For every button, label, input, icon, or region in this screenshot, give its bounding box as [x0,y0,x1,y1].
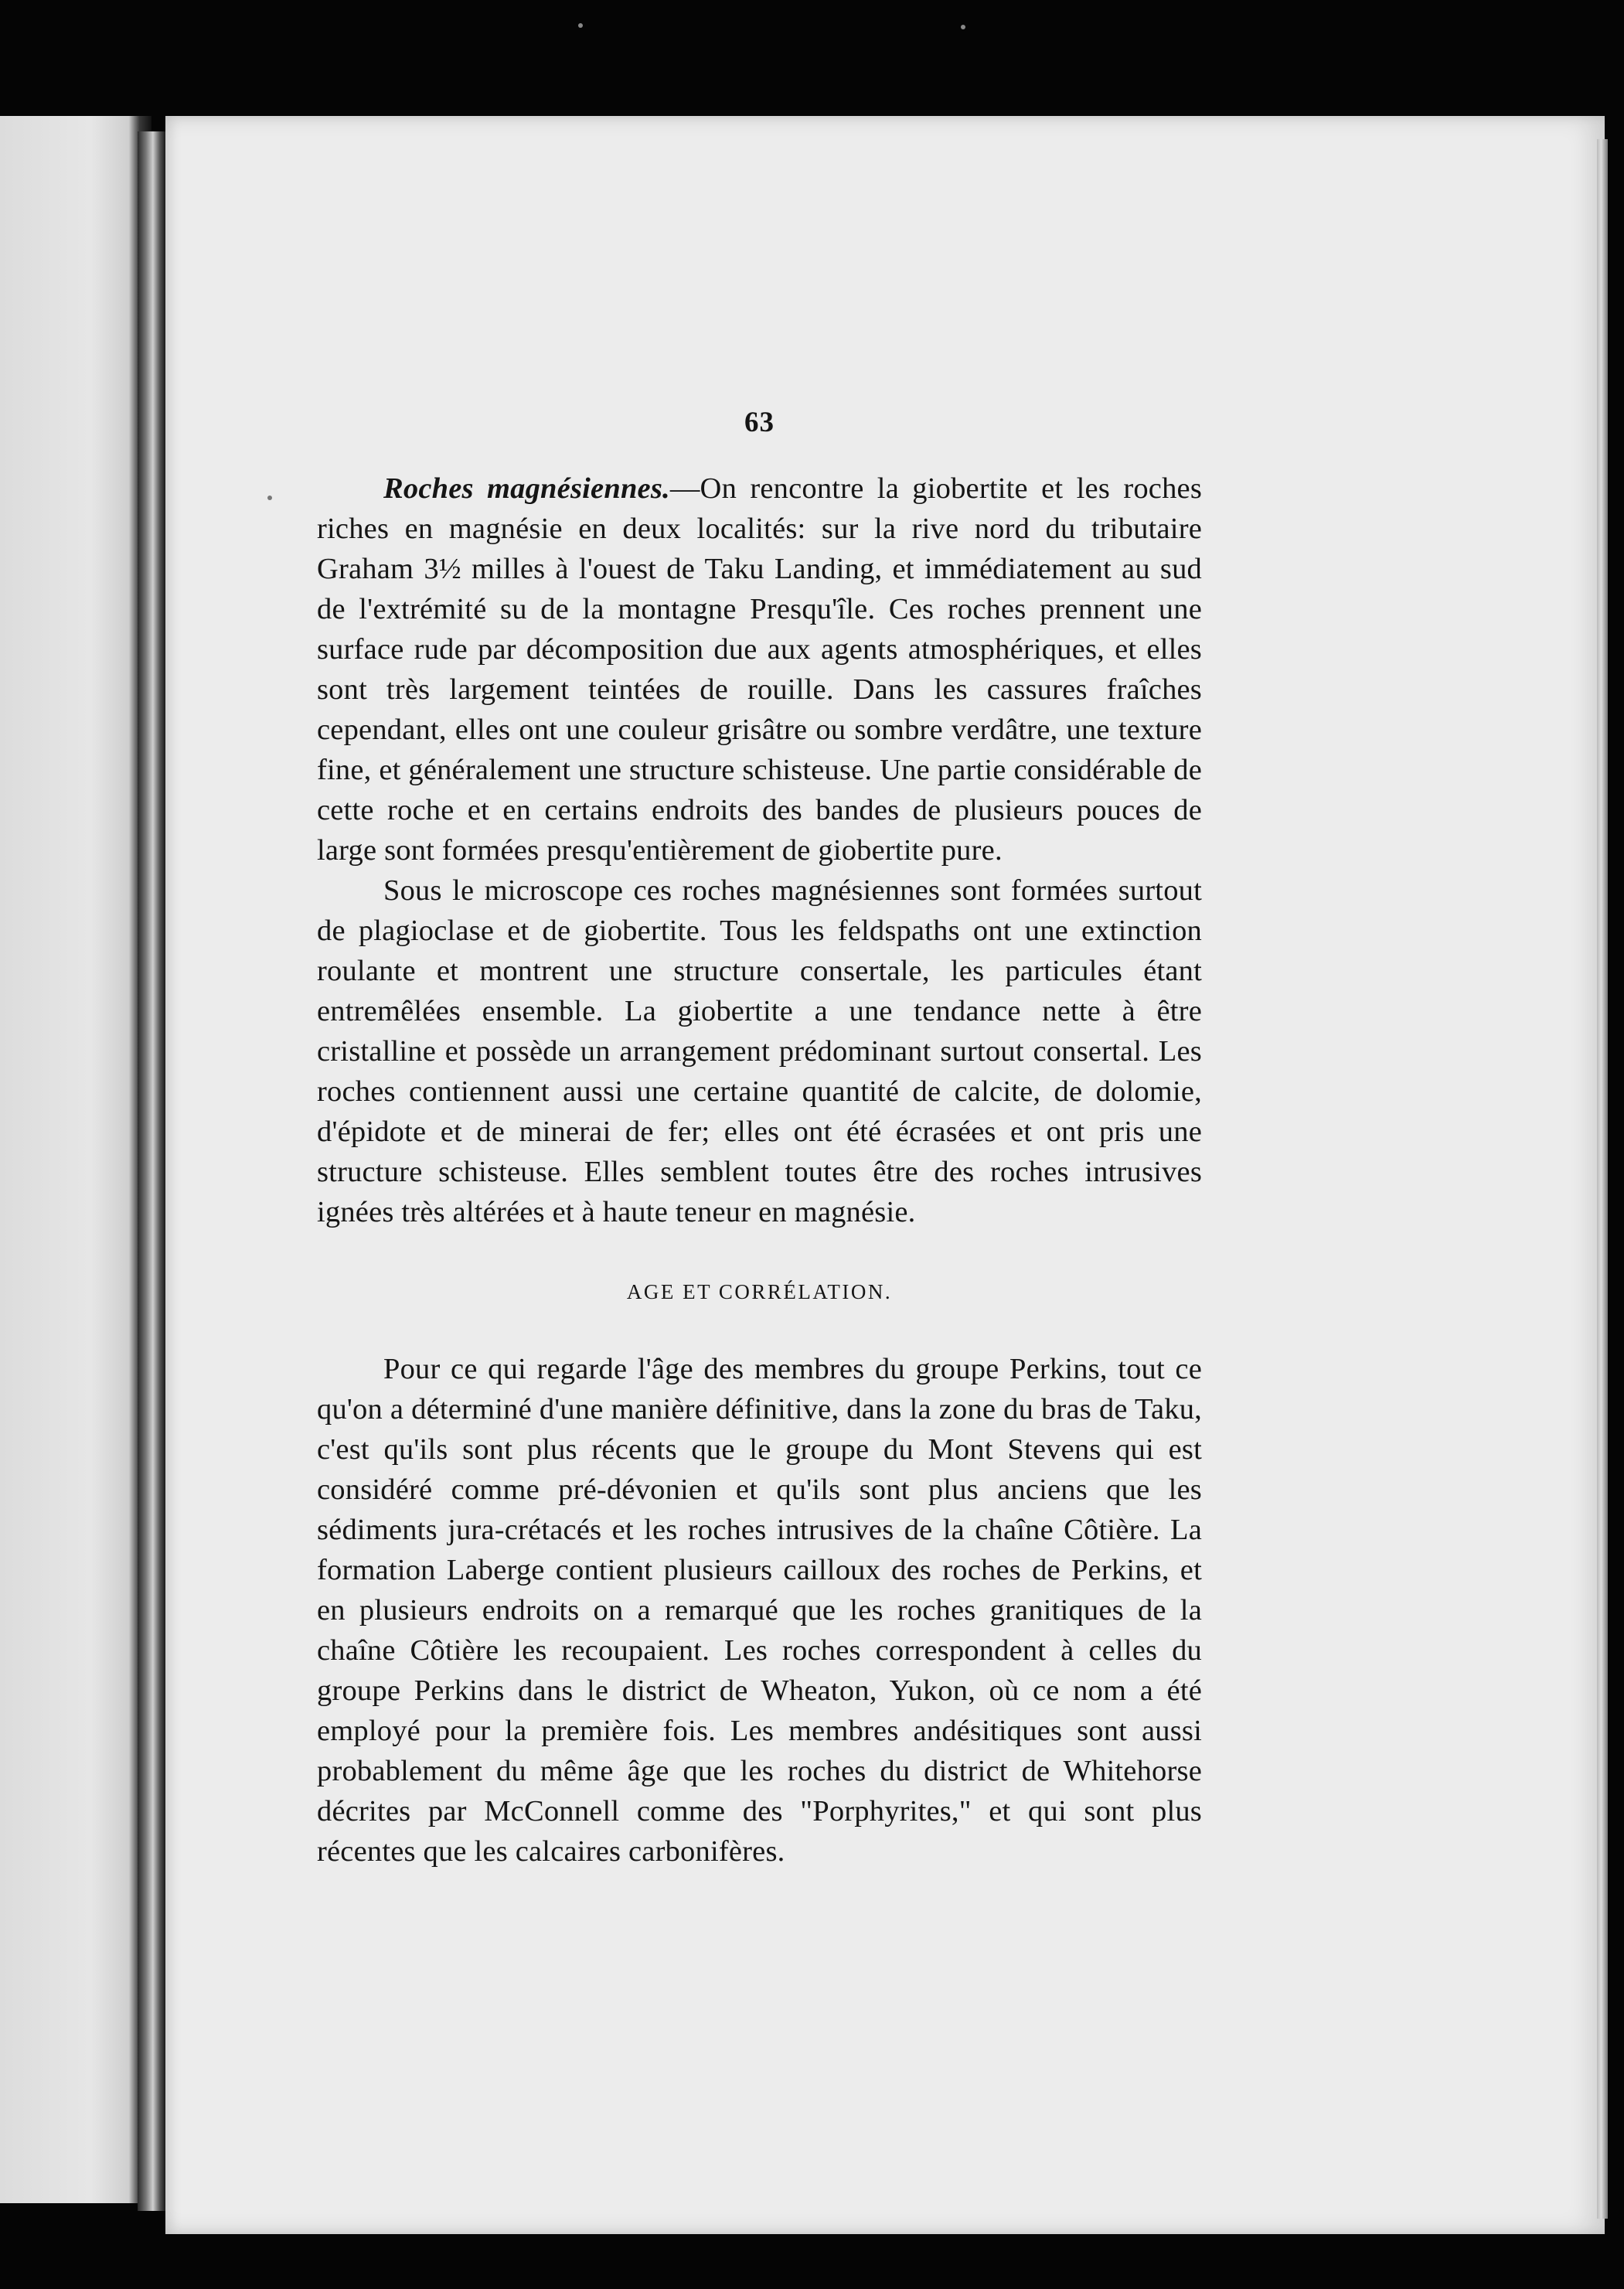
page-right-edge [1597,139,1608,2219]
paragraph-roches-magnesiennes [317,468,1202,870]
book-binding [138,131,165,2211]
section-heading: AGE ET CORRÉLATION. [626,1280,893,1303]
scan-speck [578,23,583,28]
paragraph-microscope: Sous le microscope ces roches magnésiennes sont formées surtout de plagioclase et de giobertite. Tous les feldspaths ont une extinction roulante et montrent une structure consertale, les particules étant entremêlées ensemble. La giobertite a une tendance nette à être cristalline et possède un arrangement prédominant surtout consertal. Les roches contiennent aussi une certaine quantité de calcite, de dolomie, d'épidote et de minerai de fer; elles ont été écrasées et ont pris une structure schisteuse. Elles semblent toutes être des roches intrusives ignées très altérées et à haute teneur en magnésie. [317,874,1202,1228]
scan-speck [267,496,272,500]
run-in-heading: Roches magnésiennes. [383,472,670,505]
adjacent-page-edge [0,116,152,2203]
paragraph-age-correlation: Pour ce qui regarde l'âge des membres du groupe Perkins, tout ce qu'on a déterminé d'une manière définitive, dans la zone du bras de Taku, c'est qu'ils sont plus récents que le groupe du Mont Stevens qui est considéré comme pré-dévonien et qu'ils sont plus anciens que les sédiments jura-crétacés et les roches intrusives de la chaîne Côtière. La formation Laberge contient plusieurs cailloux des roches de Perkins, et en plusieurs endroits on a remarqué que les roches granitiques de la chaîne Côtière les recoupaient. Les roches correspondent à celles du groupe Perkins dans le district de Wheaton, Yukon, où ce nom a été employé pour la première fois. Les membres andésitiques sont aussi probablement du même âge que les roches du district de Whitehorse décrites par McConnell comme des "Porphyrites," et qui sont plus récentes que les calcaires carbonifères. [317,1353,1202,1868]
page-number: 63 [744,407,775,438]
paragraph-text: —On rencontre la giobertite et les roches riches en magnésie en deux localités: sur la rive nord du tributaire Graham 3½ milles à l'ouest de Taku Landing, et immédiatement au sud de l'extrémité su de la montagne Presqu'île. Ces roches prennent une surface rude par décomposition due aux agents atmosphériques, et elles sont très largement teintées de rouille. Dans les cassures fraîches cependant, elles ont une couleur grisâtre ou sombre verdâtre, une texture fine, et généralement une structure schisteuse. Une partie considérable de cette roche et en certains endroits des bandes de plusieurs pouces de large sont formées presqu'entièrement de giobertite pure. [317,472,1202,867]
page-content [317,406,1202,1872]
scan-speck [961,25,965,29]
